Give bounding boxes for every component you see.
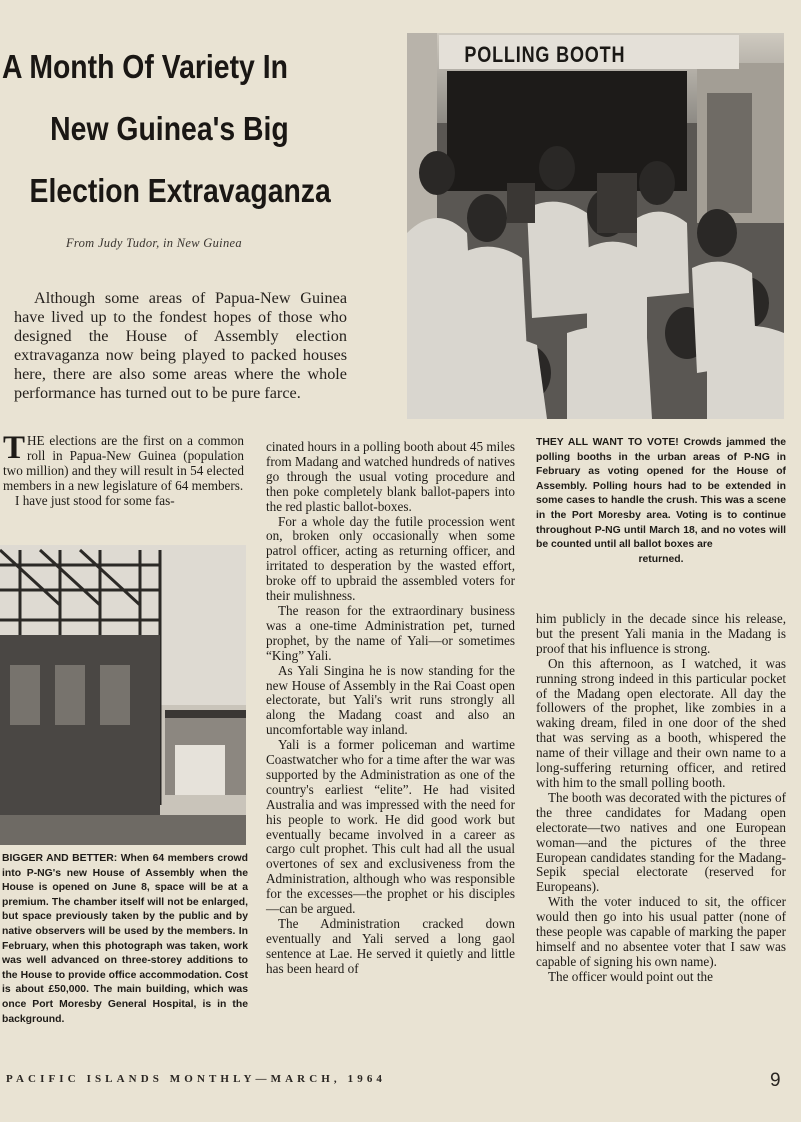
polling-booth-photo [407,33,784,419]
column-3-paragraph-2: On this afternoon, as I watched, it was running strong indeed in this particular pocket of the Madang open electorate. All day the followers of the prophet, like zombies in a waking dream, filed in one door of the shed that was serving as a booth, whispered the name of their village and their own name to a long-suffering returning officer, and retired with him to the small polling booth. [536,655,786,790]
column-3-paragraph-5: The officer would point out the [548,968,713,984]
caption-polling-body: Crowds jammed the polling booths in the urban areas of P-NG in February as voting opened for the House of Assembly. Polling hours had to be extended in some cases to handle the crush. This was a scene in the Port Moresby area. Voting is to continue throughout P-NG until March 18, and no votes will be counted until all ballot boxes are [536,437,787,551]
caption-assembly-photo [2,852,248,1027]
column-2-paragraph-5: Yali is a former policeman and wartime Coastwatcher who for a time after the war was supported by the Administration as one of the country's earliest “elite”. He had visited Australia and was impressed with the need for his people to work. He did good work but eventually became involved in a career as cargo cult prophet. This cult had all the usual overtones of sex and exclusiveness from the Administration, although who was responsible for the excesses—the prophet or his disciples—can be argued. [266,737,515,917]
column-1-paragraph-1: HE elections are the first on a common roll in Papua-New Guinea (population two million) and they will result in 54 elected members in a new legislature of 64 members. [3,433,244,493]
column-2-paragraph-6: The Administration cracked down eventually and Yali served a long gaol sentence at Lae. He served it quietly and little has been heard of [266,916,515,976]
caption-polling-photo [536,436,786,567]
column-2-paragraph-4: As Yali Singina he is now standing for the new House of Assembly in the Rai Coast open electorate, but Yali's writ runs strongly all along the Madang coast and also an uncomfortable way inland. [266,662,515,738]
column-3-paragraph-4: With the voter induced to sit, the officer would then go into his usual patter (none of these people was capable of marking the paper himself and no absentee voter that I saw was capable of signing his own name). [536,894,786,969]
caption-assembly-body: When 64 members crowd into P-NG's new House of Assembly when the House is opened on June 8, space will be at a premium. The chamber itself will not be enlarged, but space previously taken by the public and by native observers will be used by the members. In February, when this photograph was taken, work was well advanced on three-storey additions to the House to provide office accommodation. Cost is about £50,000. The main building, which was once Port Moresby General Hospital, is in the background. [2,853,248,1025]
column-3 [536,612,786,985]
drop-cap: T [3,430,26,466]
byline: From Judy Tudor, in New Guinea [66,236,242,250]
headline-line-1: A Month Of Variety In [2,48,288,85]
caption-assembly-lead: BIGGER AND BETTER: [2,853,118,864]
caption-polling-last: returned. [638,553,684,565]
house-of-assembly-photo [0,545,246,845]
caption-polling-lead: THEY ALL WANT TO VOTE! [536,437,679,448]
column-1 [3,430,244,509]
column-2-paragraph-1: cinated hours in a polling booth about 45 miles from Madang and watched hundreds of natives go through the usual voting procedure and then poke completely blank ballot-papers into the red plastic ballot-boxes. [266,439,515,514]
intro-paragraph: Although some areas of Papua-New Guinea have lived up to the fondest hopes of those who designed the House of Assembly election extravaganza now being played to packed houses here, there are also some areas where the whole performance has turned out to be pure farce. [14,289,347,402]
headline-line-2: New Guinea's Big [50,110,289,147]
column-2-paragraph-2: For a whole day the futile procession went on, broken only occasionally when some patrol officer, acting as returning officer, and irritated to desperation by the wasted effort, broke off to upbraid the assembled voters for their mulishness. [266,513,515,604]
column-2 [266,440,515,977]
column-3-paragraph-1: him publicly in the decade since his release, but the present Yali mania in the Madang is proof that his influence is strong. [536,611,786,656]
polling-booth-sign: POLLING BOOTH [464,43,626,68]
headline-line-3: Election Extravaganza [29,172,331,209]
page-number: 9 [770,1070,781,1091]
column-1-paragraph-2: I have just stood for some fas- [15,492,175,508]
column-2-paragraph-3: The reason for the extraordinary business was a one-time Administration pet, turned prophet, by the name of Yali—or sometimes “King” Yali. [266,602,515,663]
column-3-paragraph-3: The booth was decorated with the pictures of the three candidates for Madang open electorate—two natives and one European woman—and the pictures of the three European candidates standing for the Madang-Sepik special electorate (reserved for Europeans). [536,789,786,895]
headline [2,36,342,222]
footer-publication: PACIFIC ISLANDS MONTHLY—MARCH, 1964 [6,1073,387,1085]
